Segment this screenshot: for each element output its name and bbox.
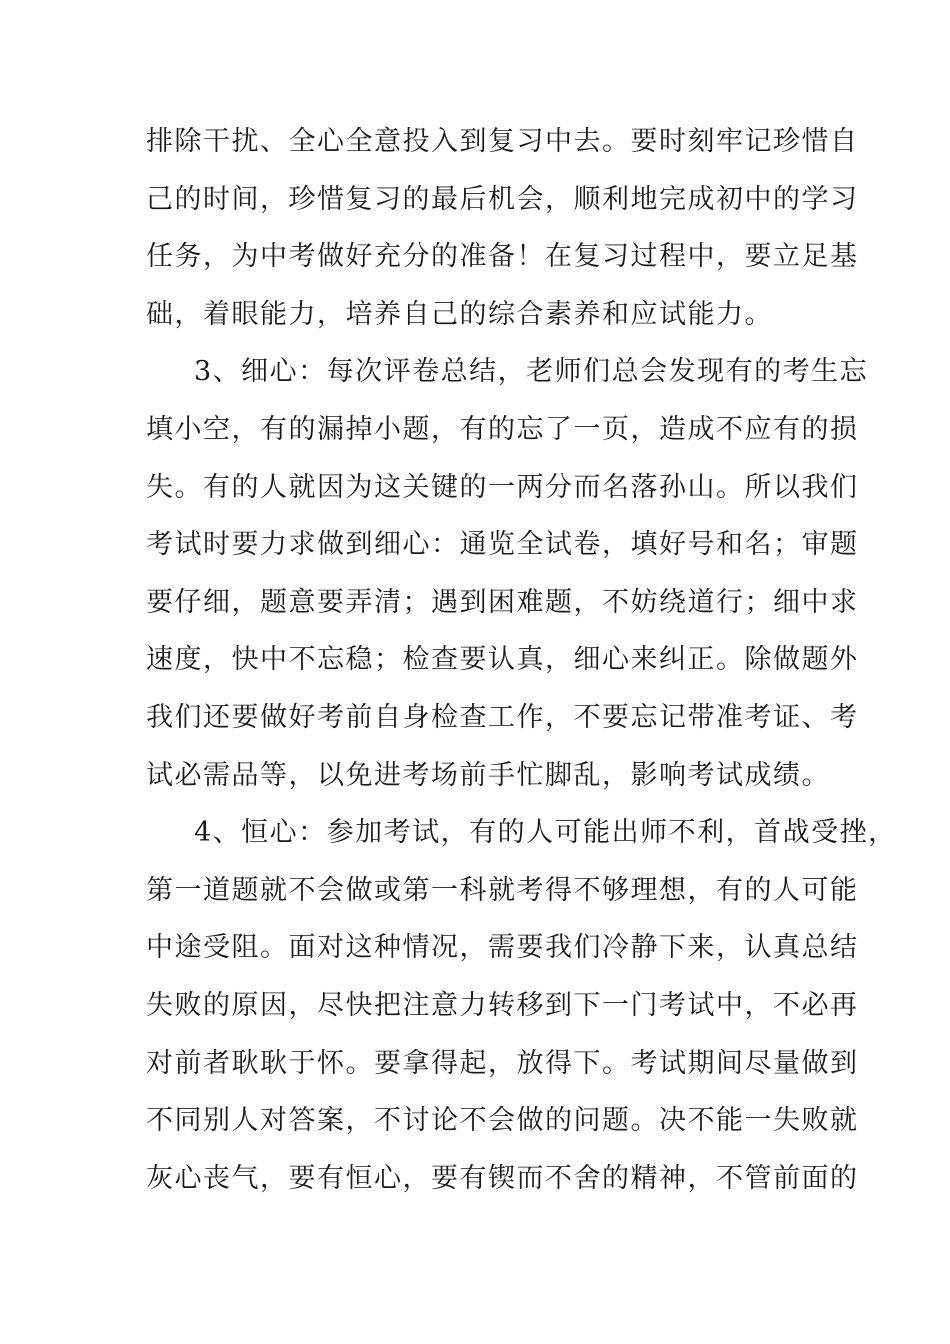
text-line: 灰心丧气，要有恒心，要有锲而不舍的精神，不管前面的: [146, 1162, 859, 1194]
text-line: 我们还要做好考前自身检查工作，不要忘记带准考证、考: [146, 701, 859, 733]
text-line: 第一道题就不会做或第一科就考得不够理想，有的人可能: [146, 874, 859, 906]
text-line: 试必需品等，以免进考场前手忙脚乱，影响考试成绩。: [146, 759, 830, 791]
text-line: 不同别人对答案，不讨论不会做的问题。决不能一失败就: [146, 1105, 859, 1137]
text-line: 要仔细，题意要弄清；遇到困难题，不妨绕道行；细中求: [146, 586, 859, 618]
text-line: 失败的原因，尽快把注意力转移到下一门考试中，不必再: [146, 989, 859, 1021]
text-line: 失。有的人就因为这关键的一两分而名落孙山。所以我们: [146, 471, 859, 503]
text-line: 考试时要力求做到细心：通览全试卷，填好号和名；审题: [146, 529, 859, 561]
text-line: 中途受阻。面对这种情况，需要我们冷静下来，认真总结: [146, 932, 859, 964]
text-line: 任务，为中考做好充分的准备！在复习过程中，要立足基: [146, 241, 859, 273]
text-line: 速度，快中不忘稳；检查要认真，细心来纠正。除做题外: [146, 644, 859, 676]
paragraph-start-line: 3、细心：每次评卷总结，老师们总会发现有的考生忘: [194, 356, 869, 388]
paragraph-start-line: 4、恒心：参加考试，有的人可能出师不利，首战受挫，: [194, 817, 897, 849]
text-line: 填小空，有的漏掉小题，有的忘了一页，造成不应有的损: [146, 413, 859, 445]
text-line: 础，着眼能力，培养自己的综合素养和应试能力。: [146, 298, 773, 330]
text-line: 对前者耿耿于怀。要拿得起，放得下。考试期间尽量做到: [146, 1047, 859, 1079]
text-line: 己的时间，珍惜复习的最后机会，顺利地完成初中的学习: [146, 183, 859, 215]
body-text: [146, 113, 897, 1207]
text-line: 排除干扰、全心全意投入到复习中去。要时刻牢记珍惜自: [146, 126, 859, 157]
